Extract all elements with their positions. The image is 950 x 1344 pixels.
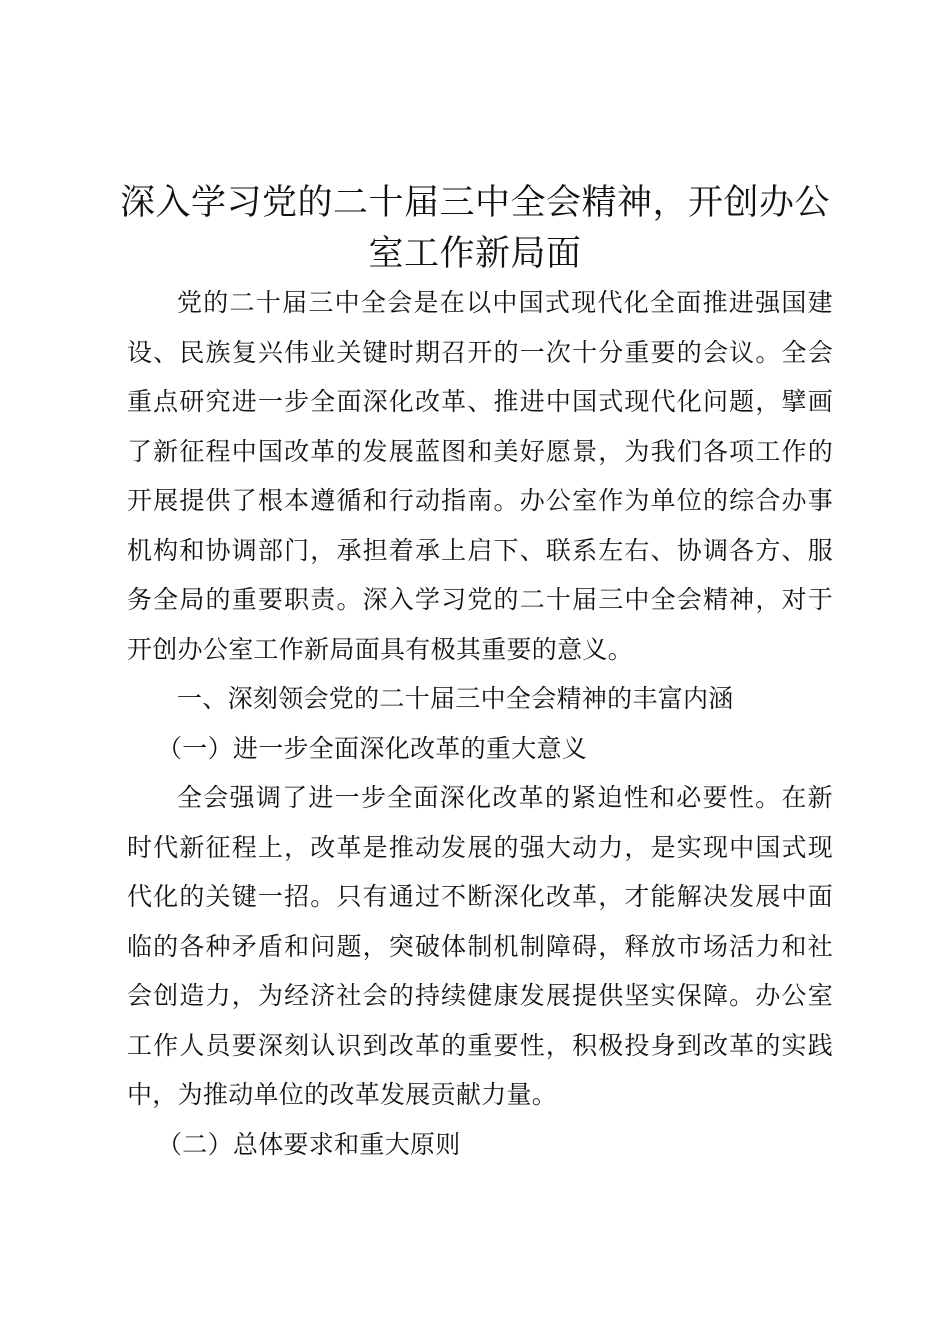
paragraph-reform: 全会强调了进一步全面深化改革的紧迫性和必要性。在新时代新征程上，改革是推动发展的强大动力，是实现中国式现代化的关键一招。只有通过不断深化改革，才能解决发展中面临的各种矛盾和问题，突破体制机制障碍，释放市场活力和社会创造力，为经济社会的持续健康发展提供坚实保障。办公室工作人员要深刻认识到改革的重要性，积极投身到改革的实践中，为推动单位的改革发展贡献力量。 [127, 783, 833, 1109]
section-heading-1: 一、深刻领会党的二十届三中全会精神的丰富内涵 [177, 684, 734, 713]
document-title: 深入学习党的二十届三中全会精神，开创办公室工作新局面 [120, 183, 831, 274]
subsection-heading-2: （二）总体要求和重大原则 [157, 1129, 461, 1159]
document-body [127, 278, 833, 1169]
paragraph-intro: 党的二十届三中全会是在以中国式现代化全面推进强国建设、民族复兴伟业关键时期召开的一次十分重要的会议。全会重点研究进一步全面深化改革、推进中国式现代化问题，擘画了新征程中国改革的发展蓝图和美好愿景，为我们各项工作的开展提供了根本遵循和行动指南。办公室作为单位的综合办事机构和协调部门，承担着承上启下、联系左右、协调各方、服务全局的重要职责。深入学习党的二十届三中全会精神，对于开创办公室工作新局面具有极其重要的意义。 [127, 288, 833, 664]
subsection-heading-1: （一）进一步全面深化改革的重大意义 [157, 733, 588, 763]
